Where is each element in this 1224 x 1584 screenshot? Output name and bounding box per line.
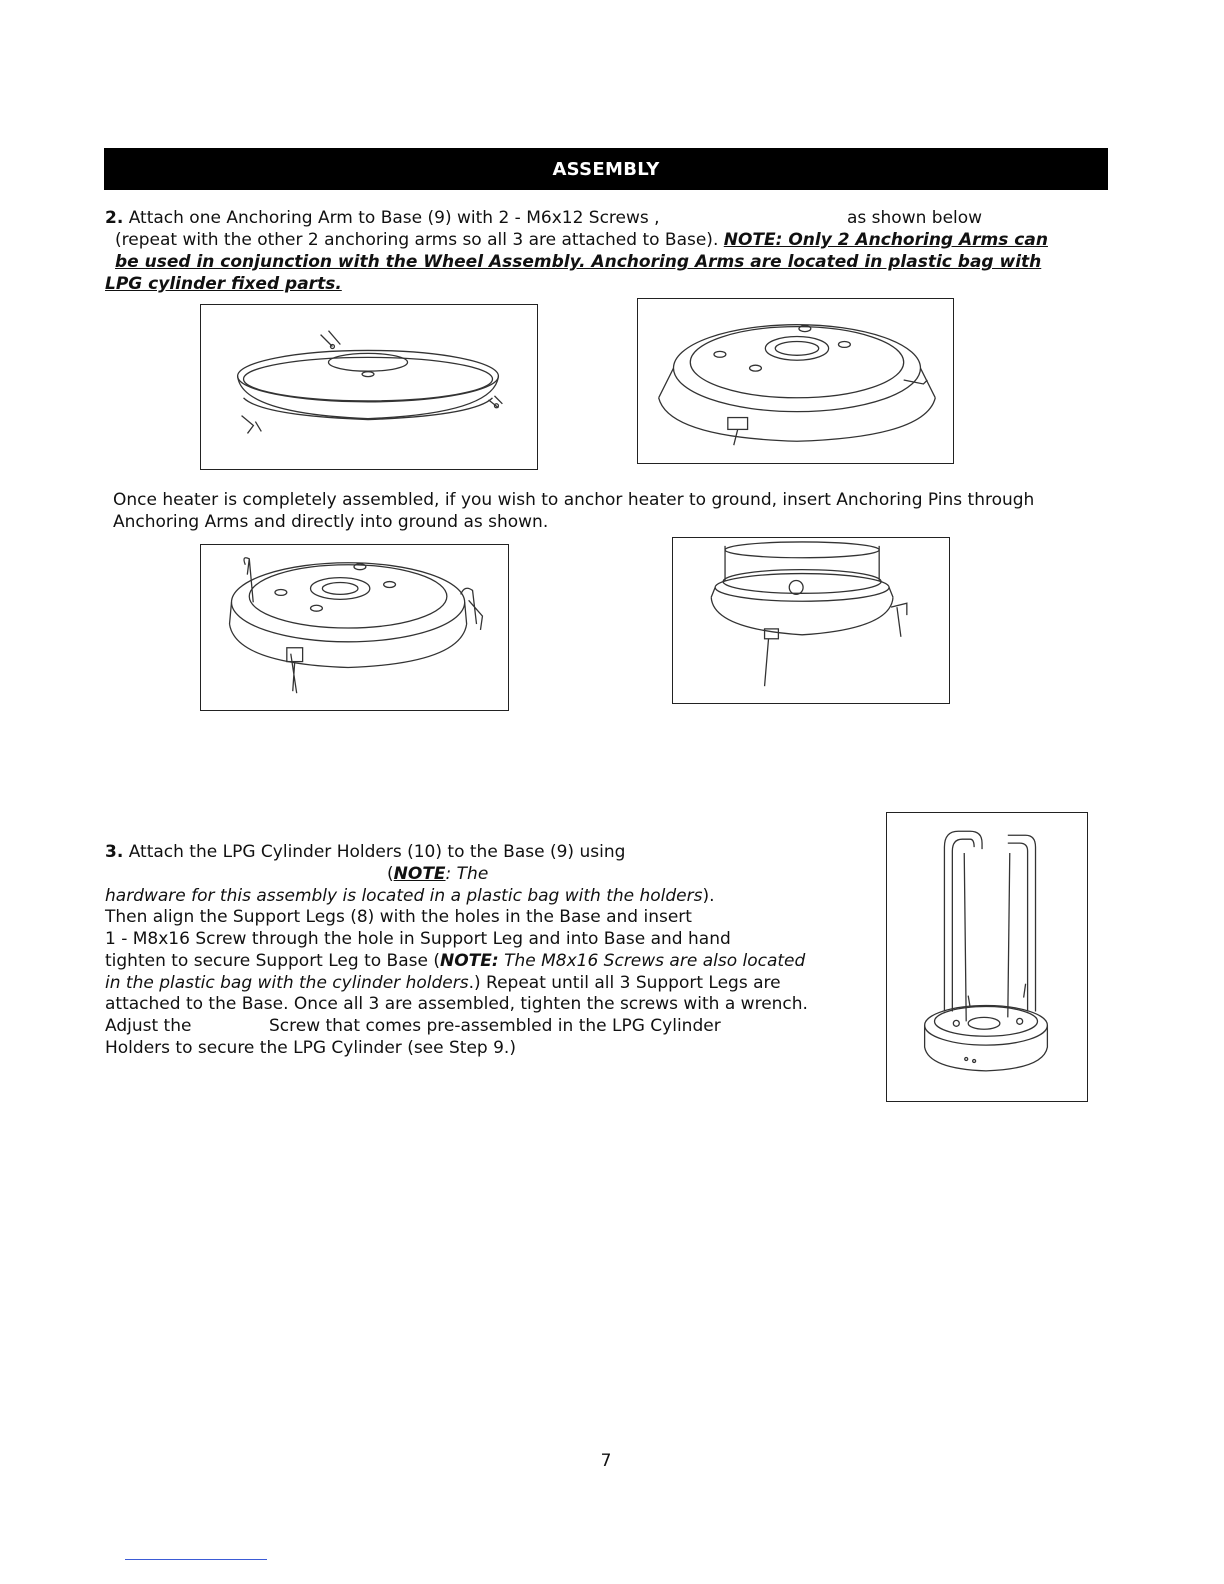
figure-base-underside [200,304,538,470]
step3-line8: attached to the Base. Once all 3 are assembled, tighten the screws with a wrench. [105,994,808,1014]
step3-note-end: ). [702,886,715,906]
step2-text-a: Attach one Anchoring Arm to Base (9) with 2 - M6x12 Screws , [128,208,660,228]
step2-line1 [105,207,660,229]
step3-note2-text: The M8x16 Screws are also located [498,951,806,971]
step3-note-text: hardware for this assembly is located in a plastic bag with the holders [105,886,703,906]
step3-line6-text: tighten to secure Support Leg to Base ( [105,951,440,971]
base-pins-drawing [201,545,508,710]
page-number: 7 [600,1451,612,1471]
step3-line7-text: .) Repeat until all 3 Support Legs are [468,973,781,993]
step2-note-start: NOTE: Only 2 Anchoring Arms can [723,230,1048,250]
figure-base-top [637,298,954,464]
footer-rule [125,1559,267,1560]
step3-line4: Then align the Support Legs (8) with the holes in the Base and insert [105,907,692,927]
step3-line5: 1 - M8x16 Screw through the hole in Support Leg and into Base and hand [105,929,731,949]
step2-number: 2. [105,208,124,228]
heater-base-side-drawing [673,538,949,703]
step3-line9a: Adjust the [105,1016,192,1036]
step3-line3 [105,885,715,907]
cylinder-holders-drawing [887,813,1087,1101]
anchor-text-line2: Anchoring Arms and directly into ground as shown. [113,512,549,532]
step2-note-line4: LPG cylinder fixed parts. [105,274,342,294]
step3-number: 3. [105,842,124,862]
step2-note-line3: be used in conjunction with the Wheel Assembly. Anchoring Arms are located in plastic bag with [115,252,1042,272]
step3-note-label: NOTE [393,864,446,884]
step3-note2-text-cont: in the plastic bag with the cylinder holders [105,973,469,993]
step3-line1 [105,841,625,863]
step2-line2 [115,229,1048,251]
step3-line7 [105,972,781,994]
step3-line1-text: Attach the LPG Cylinder Holders (10) to the Base (9) using [128,842,626,862]
step3-line10: Holders to secure the LPG Cylinder (see Step 9.) [105,1038,516,1058]
figure-heater-base-side [672,537,950,704]
section-header [104,148,1108,190]
step3-line2 [387,863,488,885]
step2-text-b: as shown below [847,208,983,228]
step3-note-start: : The [445,864,489,884]
step3-note2-label: NOTE: [439,951,499,971]
step3-line9b: Screw that comes pre-assembled in the LPG Cylinder [269,1016,721,1036]
section-title: ASSEMBLY [552,158,660,180]
step3-line6 [105,950,805,972]
step2-line1-end [847,207,982,229]
figure-cylinder-holders [886,812,1088,1102]
step3-paren: ( [387,864,394,884]
base-top-drawing [638,299,953,463]
step2-line2-text: (repeat with the other 2 anchoring arms so all 3 are attached to Base). [115,230,719,250]
base-underside-drawing [201,305,537,469]
figure-base-pins [200,544,509,711]
anchor-text-line1: Once heater is completely assembled, if you wish to anchor heater to ground, insert Anchoring Pins through [113,490,1035,510]
